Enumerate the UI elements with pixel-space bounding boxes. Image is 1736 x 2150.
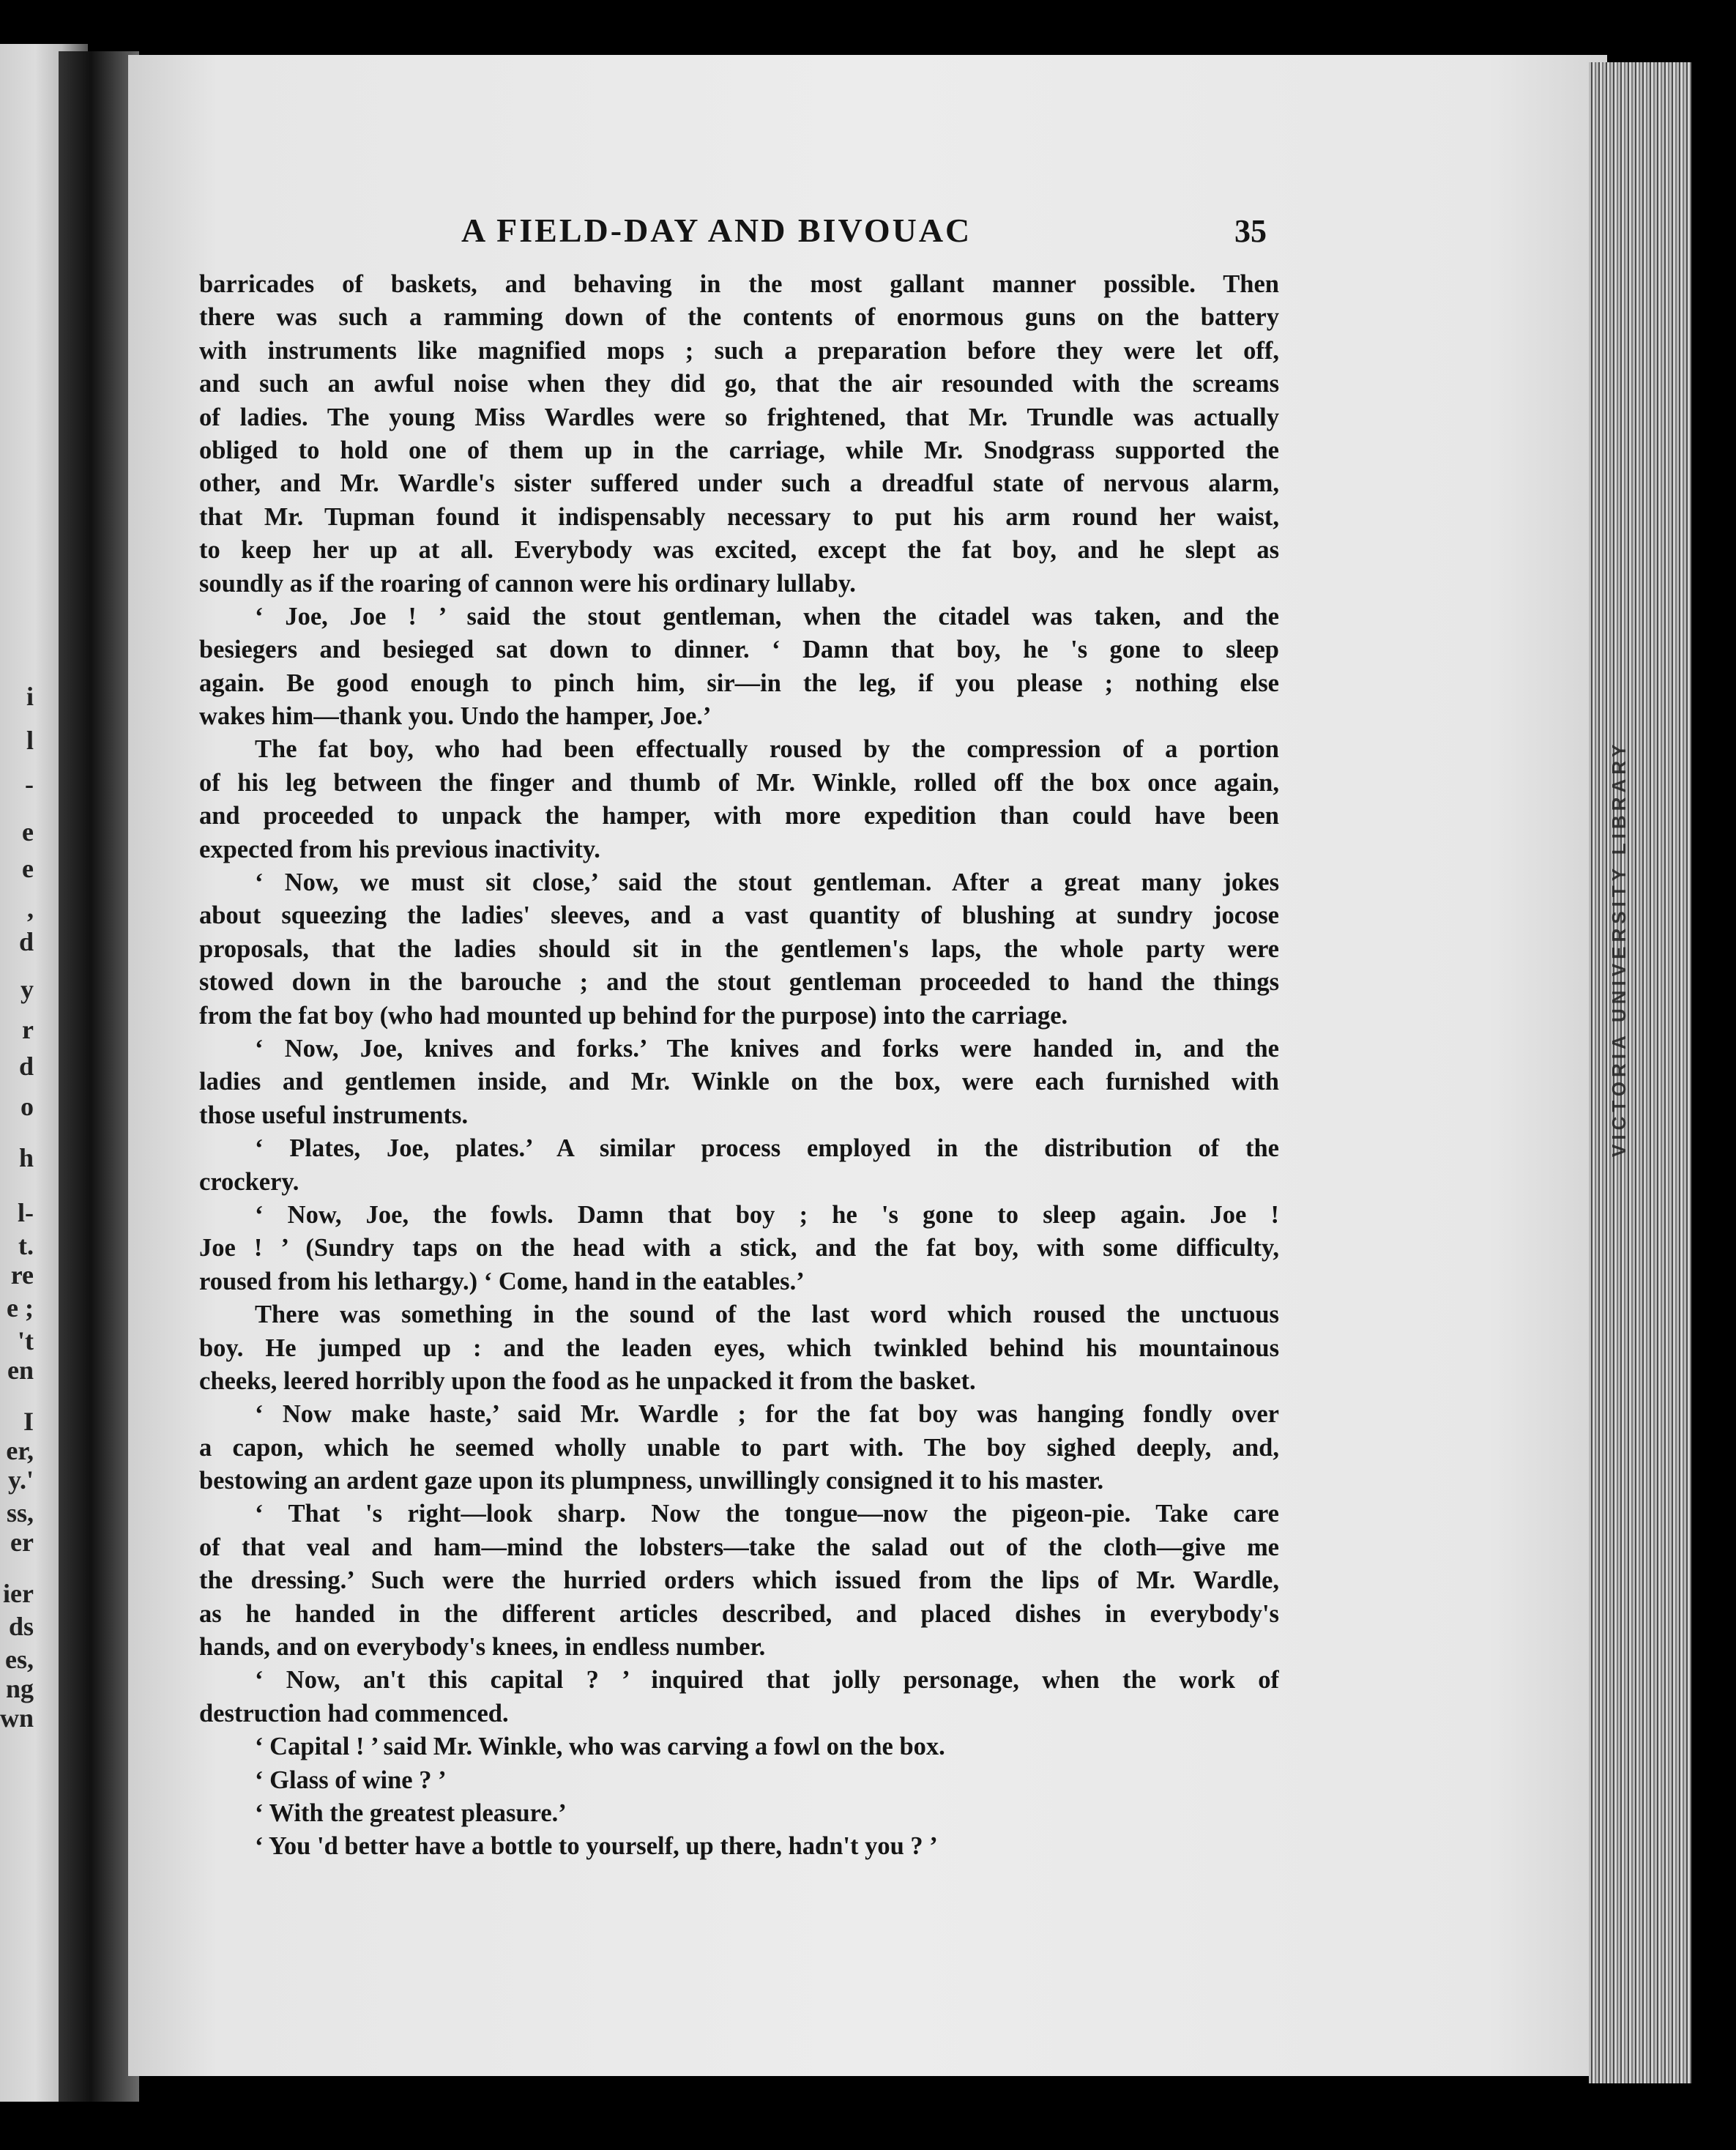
facing-page-fragment: ier xyxy=(3,1579,34,1608)
facing-page-fragment: 't xyxy=(18,1326,34,1355)
facing-page-fragment: l- xyxy=(18,1198,34,1227)
text-line: ‘ Glass of wine ? ’ xyxy=(255,1766,447,1794)
text-line: ‘ Now, an't this capital ? ’ inquired that jolly personage, when the work of xyxy=(255,1666,1279,1695)
text-line: ‘ Plates, Joe, plates.’ A similar process employed in the distribution of the xyxy=(255,1134,1279,1163)
text-line: wakes him—thank you. Undo the hamper, Joe.’ xyxy=(199,702,712,731)
text-line: ‘ Now, Joe, knives and forks.’ The knives and forks were handed in, and the xyxy=(255,1034,1279,1063)
text-line: proposals, that the ladies should sit in the gentlemen's laps, the whole party were xyxy=(199,934,1279,963)
text-line: obliged to hold one of them up in the carriage, while Mr. Snodgrass supported the xyxy=(199,436,1279,464)
text-line: of that veal and ham—mind the lobsters—take the salad out of the cloth—give me xyxy=(199,1533,1279,1561)
text-line: bestowing an ardent gaze upon its plumpness, unwillingly consigned it to his master. xyxy=(199,1467,1104,1495)
text-line: a capon, which he seemed wholly unable to part with. The boy sighed deeply, and, xyxy=(199,1433,1279,1462)
facing-page-fragment: y.' xyxy=(7,1465,34,1495)
facing-page-fragment: t. xyxy=(18,1231,34,1260)
text-line: boy. He jumped up : and the leaden eyes, which twinkled behind his mountainous xyxy=(199,1333,1279,1362)
text-line: besiegers and besieged sat down to dinner. ‘ Damn that boy, he 's gone to sleep xyxy=(199,636,1279,664)
text-line: Joe ! ’ (Sundry taps on the head with a stick, and the fat boy, with some difficulty, xyxy=(199,1234,1279,1262)
page-number: 35 xyxy=(1234,213,1267,249)
facing-page-fragment: - xyxy=(25,770,34,799)
text-line: other, and Mr. Wardle's sister suffered under such a dreadful state of nervous alarm, xyxy=(199,469,1279,498)
text-line: crockery. xyxy=(199,1167,299,1196)
text-line: as he handed in the different articles described, and placed dishes in everybody's xyxy=(199,1599,1279,1628)
text-line: hands, and on everybody's knees, in endless number. xyxy=(199,1633,766,1662)
text-line: ‘ That 's right—look sharp. Now the tongue—now the pigeon-pie. Take care xyxy=(255,1500,1279,1528)
facing-page-fragment: e xyxy=(22,854,34,883)
text-line: roused from his lethargy.) ‘ Come, hand in the eatables.’ xyxy=(199,1267,805,1295)
library-stamp: VICTORIA UNIVERSITY LIBRARY xyxy=(1608,740,1630,1157)
text-line: stowed down in the barouche ; and the stout gentleman proceeded to hand the things xyxy=(199,968,1279,997)
text-line: again. Be good enough to pinch him, sir—in the leg, if you please ; nothing else xyxy=(199,669,1279,697)
text-line: The fat boy, who had been effectually roused by the compression of a portion xyxy=(255,735,1279,764)
text-line: there was such a ramming down of the contents of enormous guns on the battery xyxy=(199,303,1279,332)
text-line: destruction had commenced. xyxy=(199,1699,509,1727)
facing-page-fragment: er xyxy=(10,1528,34,1557)
text-line: of ladies. The young Miss Wardles were so frightened, that Mr. Trundle was actually xyxy=(199,403,1279,431)
text-line: the dressing.’ Such were the hurried orders which issued from the lips of Mr. Wardle, xyxy=(199,1566,1279,1595)
facing-page-fragment: en xyxy=(7,1355,34,1385)
book-gutter xyxy=(59,51,139,2102)
text-line: ‘ Now make haste,’ said Mr. Wardle ; for the fat boy was hanging fondly over xyxy=(255,1400,1279,1429)
text-line: barricades of baskets, and behaving in the most gallant manner possible. Then xyxy=(199,270,1279,298)
facing-page-fragment: i xyxy=(26,682,34,711)
text-line: ladies and gentlemen inside, and Mr. Winkle on the box, were each furnished with xyxy=(199,1068,1279,1096)
text-line: with instruments like magnified mops ; such a preparation before they were let off, xyxy=(199,336,1279,365)
running-head: A FIELD-DAY AND BIVOUAC xyxy=(461,212,972,249)
facing-page-fragment: ss, xyxy=(6,1498,34,1528)
facing-page-fragment: ng xyxy=(5,1674,34,1703)
facing-page-fragment: d xyxy=(18,1052,34,1081)
body-text xyxy=(199,268,1279,1864)
text-line: ‘ Joe, Joe ! ’ said the stout gentleman, when the citadel was taken, and the xyxy=(255,602,1279,631)
text-line: cheeks, leered horribly upon the food as he unpacked it from the basket. xyxy=(199,1366,976,1395)
text-line: ‘ Now, we must sit close,’ said the stout gentleman. After a great many jokes xyxy=(255,868,1279,897)
facing-page-fragment: I xyxy=(23,1407,34,1436)
facing-page-fragment: wn xyxy=(0,1703,34,1733)
facing-page-fragment: d xyxy=(18,927,34,956)
text-line: about squeezing the ladies' sleeves, and a vast quantity of blushing at sundry jocose xyxy=(199,901,1279,930)
text-line: from the fat boy (who had mounted up behind for the purpose) into the carriage. xyxy=(199,1001,1068,1030)
facing-page-fragment: e ; xyxy=(7,1293,34,1323)
facing-page-fragment: o xyxy=(21,1092,34,1121)
facing-page-fragment: r xyxy=(22,1015,34,1044)
text-line: There was something in the sound of the last word which roused the unctuous xyxy=(255,1301,1279,1329)
text-line: that Mr. Tupman found it indispensably necessary to put his arm round her waist, xyxy=(199,502,1279,531)
text-line: those useful instruments. xyxy=(199,1101,469,1129)
facing-page-fragment: er, xyxy=(6,1436,34,1465)
facing-page-fragment: l xyxy=(26,726,34,755)
facing-page-fragment: ds xyxy=(8,1612,34,1641)
text-line: soundly as if the roaring of cannon were his ordinary lullaby. xyxy=(199,569,856,598)
text-line: to keep her up at all. Everybody was excited, except the fat boy, and he slept as xyxy=(199,536,1279,565)
facing-page-fragment: re xyxy=(10,1260,34,1290)
facing-page-fragment: , xyxy=(27,894,34,923)
page-edges xyxy=(1589,62,1691,2083)
text-line: and proceeded to unpack the hamper, with more expedition than could have been xyxy=(199,802,1279,830)
facing-page-fragment: y xyxy=(21,975,34,1004)
text-line: ‘ Capital ! ’ said Mr. Winkle, who was carving a fowl on the box. xyxy=(255,1733,945,1761)
text-line: ‘ With the greatest pleasure.’ xyxy=(255,1799,567,1827)
text-line: and such an awful noise when they did go, that the air resounded with the screams xyxy=(199,370,1279,398)
facing-page-fragment: h xyxy=(18,1143,34,1172)
text-line: expected from his previous inactivity. xyxy=(199,835,600,863)
facing-page-fragment: e xyxy=(22,817,34,847)
facing-page-fragment: es, xyxy=(5,1645,34,1674)
text-line: of his leg between the finger and thumb of Mr. Winkle, rolled off the box once again, xyxy=(199,768,1279,797)
text-line: ‘ You 'd better have a bottle to yourself, up there, hadn't you ? ’ xyxy=(255,1832,938,1861)
text-line: ‘ Now, Joe, the fowls. Damn that boy ; he 's gone to sleep again. Joe ! xyxy=(255,1200,1279,1229)
